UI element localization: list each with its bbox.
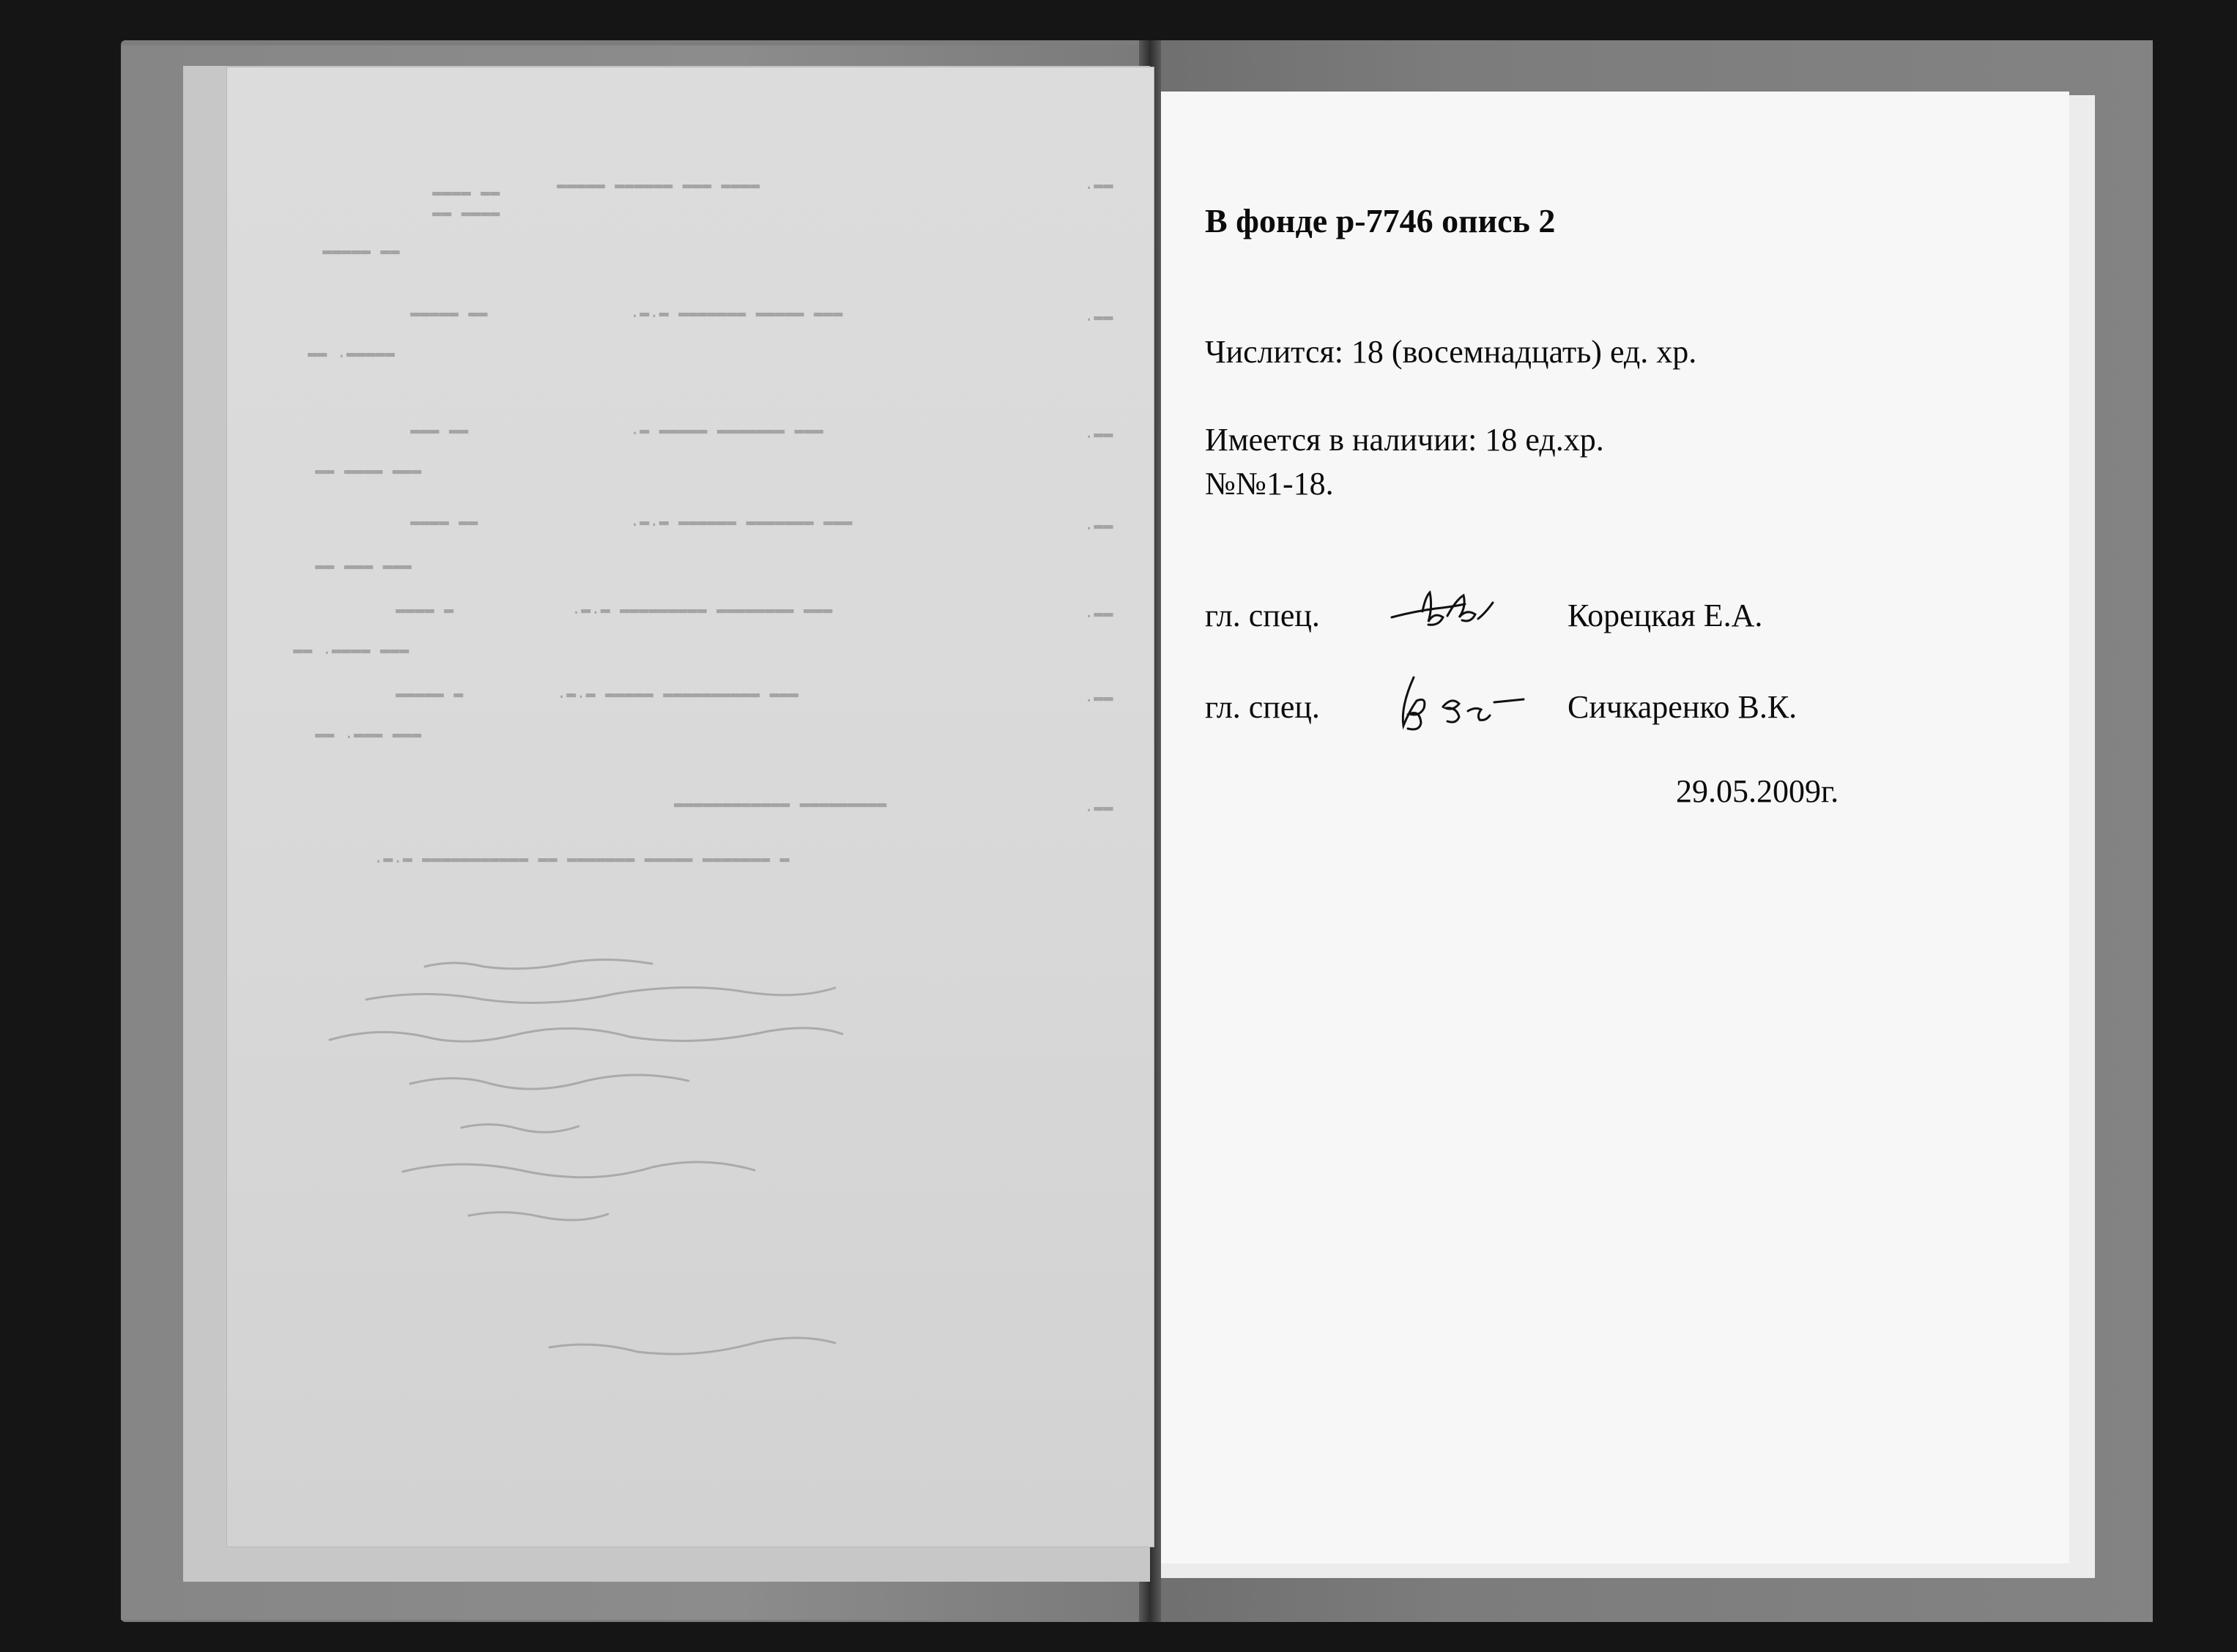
signature-2 (1392, 670, 1538, 736)
document-title: В фонде р-7746 опись 2 (1205, 202, 1556, 239)
document-date: 29.05.2009г. (1676, 773, 1839, 809)
listed-count-text: Числится: 18 (восемнадцать) ед. хр. (1205, 334, 1697, 370)
bleed-through-handwriting (242, 937, 1121, 1391)
signer-2-name: Сичкаренко В.К. (1568, 689, 1798, 725)
signer-1-name: Корецкая Е.А. (1568, 598, 1763, 633)
signature-1 (1384, 582, 1509, 641)
right-page (1161, 92, 2069, 1563)
signer-2-position: гл. спец. (1205, 689, 1320, 725)
signer-1-position: гл. спец. (1205, 598, 1320, 633)
available-numbers-text: №№1-18. (1205, 466, 1334, 502)
available-count-text: Имеется в наличии: 18 ед.хр. (1205, 422, 1604, 458)
